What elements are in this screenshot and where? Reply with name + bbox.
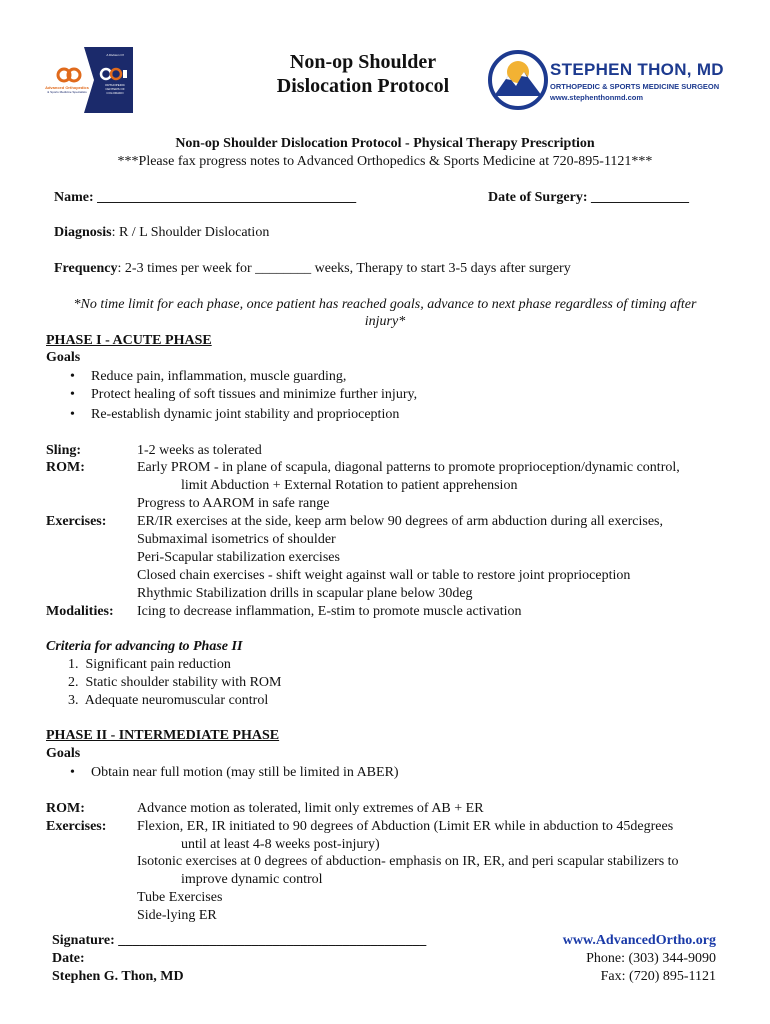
phase1-goal: Protect healing of soft tissues and minimize further injury, (91, 387, 418, 402)
phase2-criteria-heading: Criteria for advancing to Phase II (46, 639, 243, 654)
phone-number: Phone: (303) 344-9090 (586, 951, 716, 966)
phase1-exercise: Rhythmic Stabilization drills in scapular plane below 30deg (137, 586, 473, 601)
phase1-exercises-label: Exercises: (46, 514, 107, 529)
phase1-rom-line: Early PROM - in plane of scapula, diagonal patterns to promote proprioception/dynamic control, (137, 460, 680, 475)
fax-note: ***Please fax progress notes to Advanced Orthopedics & Sports Medicine at 720-895-1121*** (117, 154, 653, 169)
phase2-rom-label: ROM: (46, 801, 85, 816)
website-link-text[interactable]: www.AdvancedOrtho.org (562, 933, 716, 948)
phase1-heading: PHASE I - ACUTE PHASE (46, 333, 212, 348)
signature-blank: ____________________________________________ (118, 933, 427, 948)
phase2-exercise: until at least 4-8 weeks post-injury) (181, 837, 380, 852)
phase1-exercise: ER/IR exercises at the side, keep arm below 90 degrees of arm abduction during all exercises, (137, 514, 663, 529)
timing-note-line1: *No time limit for each phase, once patient has reached goals, advance to next phase regardless of timing after (73, 297, 697, 312)
prescription-heading: Non-op Shoulder Dislocation Protocol - Physical Therapy Prescription (175, 136, 595, 151)
phase2-exercise: Side-lying ER (137, 908, 217, 923)
phase1-exercise: Submaximal isometrics of shoulder (137, 532, 336, 547)
phase2-exercise: Isotonic exercises at 0 degrees of abduction- emphasis on IR, ER, and peri scapular stabilizers to (137, 854, 679, 869)
aos-sub-text: ORTHOPEDIC CENTERS OF COLORADO (105, 83, 125, 95)
phase1-rom-line: Progress to AAROM in safe range (137, 496, 330, 511)
frequency-line (54, 260, 571, 278)
surgery-date-blank: ______________ (591, 190, 690, 205)
criteria-item: 1. Significant pain reduction (68, 657, 231, 672)
diagnosis-label: Diagnosis (54, 225, 112, 240)
doctor-name: Stephen G. Thon, MD (52, 969, 184, 984)
bullet-icon: • (70, 369, 75, 384)
phase2-heading: PHASE II - INTERMEDIATE PHASE (46, 728, 280, 743)
modalities-value: Icing to decrease inflammation, E-stim to promote muscle activation (137, 604, 522, 619)
signature-label: Signature: (52, 933, 115, 948)
frequency-value: : 2-3 times per week for ________ weeks, Therapy to start 3-5 days after surgery (117, 261, 571, 276)
name-blank: _____________________________________ (97, 190, 357, 205)
phase1-rom-label: ROM: (46, 460, 85, 475)
phase2-goal: Obtain near full motion (may still be limited in ABER) (91, 765, 399, 780)
doc-title-line1: Non-op Shoulder (289, 51, 437, 73)
fax-number: Fax: (720) 895-1121 (600, 969, 716, 984)
phase1-goals-label: Goals (46, 350, 81, 365)
aos-name-line1: Advanced Orthopedics (45, 85, 89, 90)
sling-value: 1-2 weeks as tolerated (137, 443, 262, 458)
thon-name: STEPHEN THON, MD (550, 60, 724, 79)
criteria-item: 3. Adequate neuromuscular control (68, 693, 269, 708)
phase1-exercise: Peri-Scapular stabilization exercises (137, 550, 340, 565)
criteria-item: 2. Static shoulder stability with ROM (68, 675, 282, 690)
bullet-icon: • (70, 407, 75, 422)
modalities-label: Modalities: (46, 604, 114, 619)
doc-title-line2: Dislocation Protocol (276, 75, 450, 97)
phase1-rom-line: limit Abduction + External Rotation to patient apprehension (181, 478, 518, 493)
website-link[interactable] (563, 932, 716, 950)
thon-url: www.stephenthonmd.com (550, 93, 644, 102)
aos-name-line2: & Sports Medicine Specialists (47, 90, 87, 94)
phase2-exercise: Flexion, ER, IR initiated to 90 degrees of Abduction (Limit ER while in abduction to 45degrees (137, 819, 674, 834)
signature-field[interactable] (52, 932, 426, 950)
phase2-rom-value: Advance motion as tolerated, limit only extremes of AB + ER (137, 801, 484, 816)
phase1-exercise: Closed chain exercises - shift weight against wall or table to restore joint proprioception (137, 568, 631, 583)
surgery-date-label: Date of Surgery: (488, 190, 588, 205)
diagnosis-value: : R / L Shoulder Dislocation (111, 225, 270, 240)
phase1-goal: Re-establish dynamic joint stability and proprioception (91, 407, 400, 422)
phase2-exercise: Tube Exercises (137, 890, 223, 905)
name-label: Name: (54, 190, 94, 205)
phase1-goal: Reduce pain, inflammation, muscle guarding, (91, 369, 347, 384)
thon-subtitle: ORTHOPEDIC & SPORTS MEDICINE SURGEON (550, 82, 720, 91)
aos-division-text: A Division Of (106, 53, 124, 57)
name-field[interactable] (54, 189, 356, 207)
surgery-date-field[interactable] (488, 189, 689, 207)
phase2-exercises-label: Exercises: (46, 819, 107, 834)
phase2-exercise: improve dynamic control (181, 872, 323, 887)
date-label: Date: (52, 951, 85, 966)
bullet-icon: • (70, 765, 75, 780)
diagnosis-line (54, 224, 269, 242)
sling-label: Sling: (46, 443, 82, 458)
phase2-goals-label: Goals (46, 746, 81, 761)
bullet-icon: • (70, 387, 75, 402)
timing-note-line2: injury* (364, 314, 406, 329)
frequency-label: Frequency (54, 261, 118, 276)
